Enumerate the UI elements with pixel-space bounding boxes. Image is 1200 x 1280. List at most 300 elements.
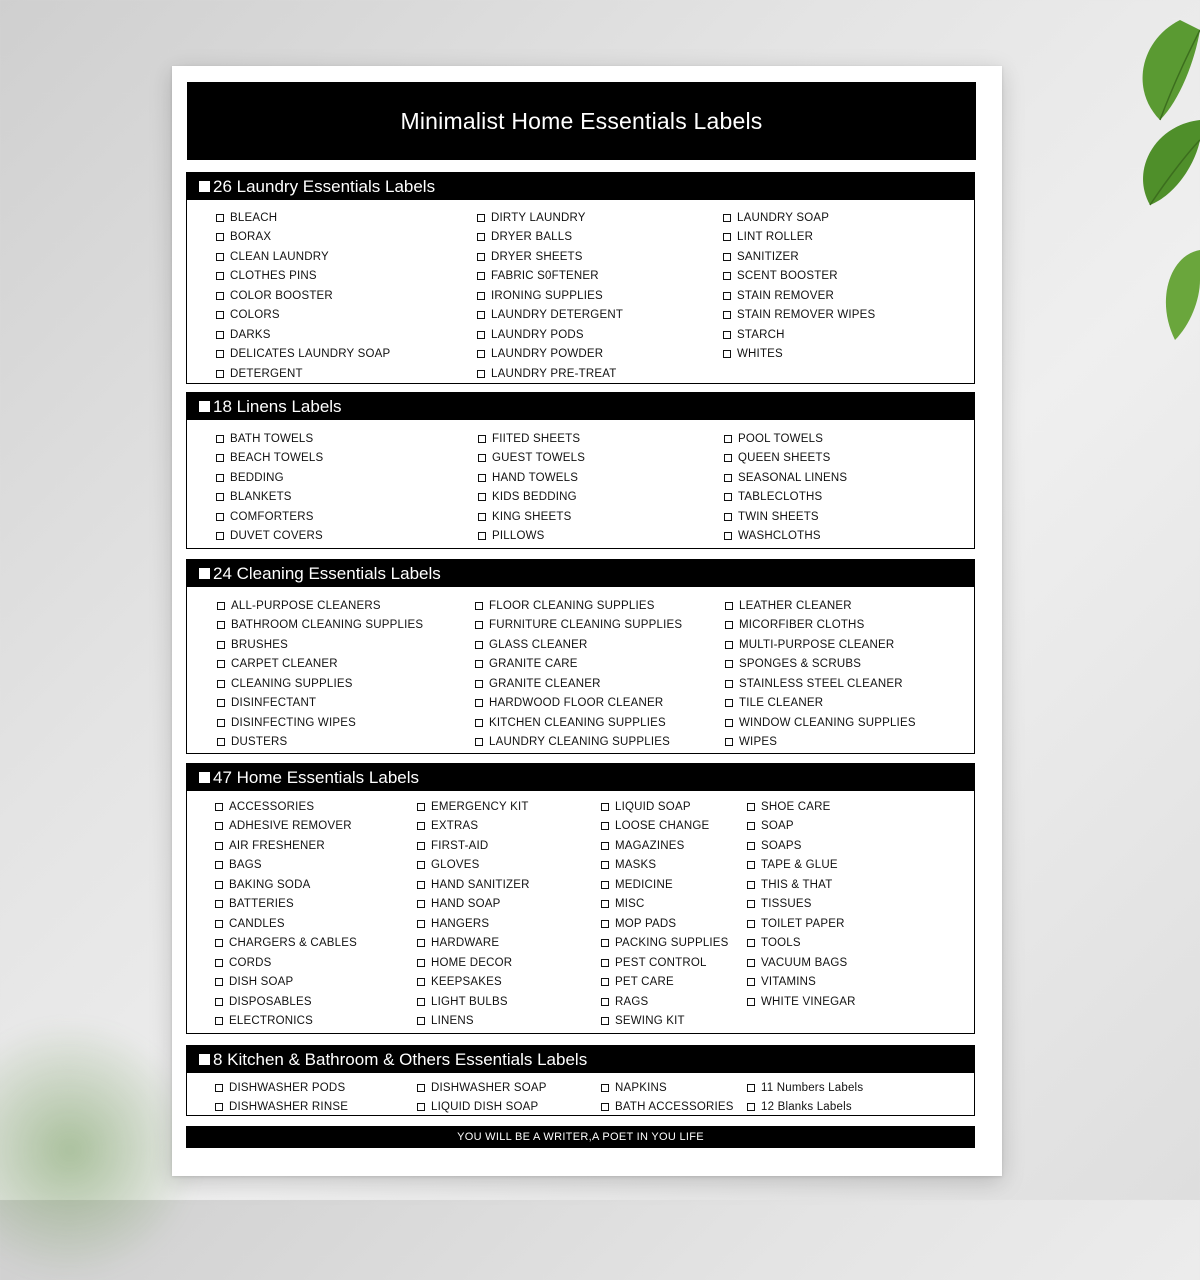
list-item: [215, 992, 357, 1012]
item-label: SOAPS: [761, 839, 802, 852]
checkbox-icon: [417, 803, 425, 811]
item-label: TISSUES: [761, 898, 812, 911]
checkbox-icon: [747, 998, 755, 1006]
item-label: DUVET COVERS: [230, 530, 323, 543]
checkbox-icon: [475, 602, 483, 610]
item-label: DISINFECTING WIPES: [231, 716, 356, 729]
item-label: GLOVES: [431, 859, 480, 872]
checkbox-icon: [477, 331, 485, 339]
section-title: 24 Cleaning Essentials Labels: [213, 563, 441, 583]
list-item: [477, 345, 623, 365]
section-title: 8 Kitchen & Bathroom & Others Essentials Labels: [213, 1049, 588, 1069]
list-item: [417, 934, 530, 954]
checkbox-icon: [723, 272, 731, 280]
item-label: MAGAZINES: [615, 839, 685, 852]
list-item: [601, 1012, 729, 1032]
item-label: BATHROOM CLEANING SUPPLIES: [231, 619, 424, 632]
list-item: [475, 713, 682, 733]
list-item: [747, 914, 856, 934]
item-label: WHITES: [737, 348, 783, 361]
list-item: [216, 364, 390, 384]
checkbox-icon: [417, 1017, 425, 1025]
checkbox-icon: [215, 959, 223, 967]
checkbox-icon: [601, 978, 609, 986]
checkbox-icon: [747, 978, 755, 986]
checkbox-icon: [215, 881, 223, 889]
item-label: ALL-PURPOSE CLEANERS: [231, 599, 381, 612]
list-item: [216, 306, 390, 326]
item-label: DISPOSABLES: [229, 995, 312, 1008]
item-label: KIDS BEDDING: [492, 491, 577, 504]
checkbox-icon: [725, 660, 733, 668]
list-item: [217, 655, 423, 675]
item-column: [217, 596, 423, 752]
item-label: HANGERS: [431, 917, 490, 930]
list-item: [478, 449, 585, 469]
checkbox-icon: [417, 842, 425, 850]
item-label: BRUSHES: [231, 638, 288, 651]
list-item: [601, 973, 729, 993]
list-item: [724, 488, 847, 508]
item-label: NAPKINS: [615, 1081, 667, 1094]
list-item: [747, 817, 856, 837]
checkbox-icon: [723, 311, 731, 319]
checkbox-icon: [217, 719, 225, 727]
list-item: [475, 655, 682, 675]
list-item: [725, 694, 916, 714]
item-label: SPONGES & SCRUBS: [739, 658, 862, 671]
list-item: [216, 429, 323, 449]
checkbox-icon: [215, 900, 223, 908]
checkbox-icon: [475, 738, 483, 746]
item-label: BLEACH: [230, 211, 278, 224]
list-item: [475, 674, 682, 694]
checkbox-icon: [478, 435, 486, 443]
item-label: STAIN REMOVER WIPES: [737, 309, 876, 322]
section-header: [187, 393, 974, 420]
checkbox-icon: [215, 998, 223, 1006]
section-cleaning: [186, 559, 975, 754]
list-item: [217, 596, 423, 616]
item-column: [724, 429, 847, 546]
checkbox-icon: [601, 1103, 609, 1111]
item-label: KEEPSAKES: [431, 976, 502, 989]
list-item: [725, 733, 916, 753]
list-item: [477, 228, 623, 248]
list-item: [725, 655, 916, 675]
item-label: DARKS: [230, 328, 271, 341]
item-label: LAUNDRY DETERGENT: [491, 309, 624, 322]
item-label: DRYER SHEETS: [491, 250, 583, 263]
list-item: [601, 797, 729, 817]
checkbox-icon: [747, 959, 755, 967]
item-label: STARCH: [737, 328, 785, 341]
item-label: FLOOR CLEANING SUPPLIES: [489, 599, 655, 612]
item-label: LINT ROLLER: [737, 231, 814, 244]
checkbox-icon: [724, 532, 732, 540]
item-label: MEDICINE: [615, 878, 673, 891]
list-item: [747, 895, 856, 915]
item-label: MULTI-PURPOSE CLEANER: [739, 638, 895, 651]
list-item: [475, 596, 682, 616]
section-home: [186, 763, 975, 1034]
list-item: [725, 674, 916, 694]
checkbox-icon: [747, 842, 755, 850]
square-bullet-icon: [199, 401, 210, 412]
list-item: [216, 247, 390, 267]
item-label: PILLOWS: [492, 530, 545, 543]
item-label: LAUNDRY POWDER: [491, 348, 604, 361]
item-label: VACUUM BAGS: [761, 956, 848, 969]
list-item: [217, 713, 423, 733]
checkbox-icon: [725, 641, 733, 649]
checkbox-icon: [601, 959, 609, 967]
list-item: [477, 286, 623, 306]
checkbox-icon: [723, 253, 731, 261]
list-item: [417, 797, 530, 817]
item-column: [216, 429, 323, 546]
list-item: [217, 733, 423, 753]
checkbox-icon: [601, 939, 609, 947]
list-item: [216, 208, 390, 228]
item-label: QUEEN SHEETS: [738, 452, 831, 465]
item-label: GRANITE CARE: [489, 658, 578, 671]
item-label: FIRST-AID: [431, 839, 489, 852]
item-label: HOME DECOR: [431, 956, 513, 969]
checkbox-icon: [215, 1084, 223, 1092]
checkbox-icon: [601, 861, 609, 869]
list-item: [477, 267, 623, 287]
item-label: BEDDING: [230, 471, 284, 484]
footer-slogan: YOU WILL BE A WRITER,A POET IN YOU LIFE: [186, 1126, 975, 1148]
list-item: [601, 914, 729, 934]
item-label: ACCESSORIES: [229, 800, 315, 813]
list-item: [477, 325, 623, 345]
item-label: PEST CONTROL: [615, 956, 707, 969]
item-label: BORAX: [230, 231, 272, 244]
item-label: TOOLS: [761, 937, 801, 950]
item-label: STAIN REMOVER: [737, 289, 834, 302]
list-item: [217, 616, 423, 636]
item-label: WINDOW CLEANING SUPPLIES: [739, 716, 916, 729]
list-item: [215, 836, 357, 856]
checkbox-icon: [216, 493, 224, 501]
list-item: [723, 325, 875, 345]
list-item: [478, 429, 585, 449]
checkbox-icon: [601, 881, 609, 889]
item-column: [747, 797, 856, 1012]
list-item: [417, 914, 530, 934]
checkbox-icon: [601, 1084, 609, 1092]
item-label: LAUNDRY CLEANING SUPPLIES: [489, 736, 670, 749]
item-label: CLOTHES PINS: [230, 270, 317, 283]
item-label: TILE CLEANER: [739, 697, 824, 710]
item-label: DUSTERS: [231, 736, 288, 749]
section-header: [187, 764, 974, 791]
item-label: DISHWASHER SOAP: [431, 1081, 547, 1094]
checkbox-icon: [216, 435, 224, 443]
section-linens: [186, 392, 975, 549]
checkbox-icon: [216, 233, 224, 241]
item-label: LAUNDRY PRE-TREAT: [491, 367, 617, 380]
item-label: TAPE & GLUE: [761, 859, 838, 872]
item-label: WIPES: [739, 736, 778, 749]
checkbox-icon: [725, 621, 733, 629]
section-kitchen-bathroom: [186, 1045, 975, 1116]
checkbox-icon: [478, 513, 486, 521]
item-column: [477, 208, 623, 384]
item-label: EXTRAS: [431, 820, 479, 833]
checkbox-icon: [217, 660, 225, 668]
checkbox-icon: [215, 861, 223, 869]
item-label: LIQUID SOAP: [615, 800, 691, 813]
background-shadow: [0, 1020, 200, 1280]
checkbox-icon: [475, 680, 483, 688]
list-item: [601, 856, 729, 876]
list-item: [747, 953, 856, 973]
list-item: [723, 267, 875, 287]
list-item: [478, 527, 585, 547]
list-item: [417, 856, 530, 876]
list-item: [215, 914, 357, 934]
checkbox-icon: [475, 699, 483, 707]
section-title: 47 Home Essentials Labels: [213, 767, 420, 787]
list-item: [216, 325, 390, 345]
checkbox-icon: [475, 660, 483, 668]
section-laundry: [186, 172, 975, 384]
checkbox-icon: [723, 214, 731, 222]
label-sheet: [172, 66, 1002, 1176]
item-label: LIQUID DISH SOAP: [431, 1101, 539, 1114]
list-item: [477, 247, 623, 267]
list-item: [477, 306, 623, 326]
item-label: AIR FRESHENER: [229, 839, 325, 852]
list-item: [601, 934, 729, 954]
checkbox-icon: [475, 641, 483, 649]
checkbox-icon: [215, 920, 223, 928]
checkbox-icon: [724, 493, 732, 501]
item-label: COLORS: [230, 309, 280, 322]
square-bullet-icon: [199, 1054, 210, 1065]
checkbox-icon: [747, 803, 755, 811]
checkbox-icon: [477, 350, 485, 358]
item-label: CARPET CLEANER: [231, 658, 338, 671]
checkbox-icon: [475, 719, 483, 727]
section-title: 26 Laundry Essentials Labels: [213, 176, 436, 196]
list-item: [417, 836, 530, 856]
checkbox-icon: [215, 978, 223, 986]
item-column: [475, 596, 682, 752]
list-item: [417, 875, 530, 895]
list-item: [475, 733, 682, 753]
item-column: [216, 208, 390, 384]
checkbox-icon: [417, 881, 425, 889]
list-item: [475, 616, 682, 636]
item-label: STAINLESS STEEL CLEANER: [739, 677, 903, 690]
list-item: [723, 286, 875, 306]
list-item: [723, 345, 875, 365]
item-label: CLEANING SUPPLIES: [231, 677, 353, 690]
checkbox-icon: [601, 998, 609, 1006]
list-item: [601, 817, 729, 837]
item-label: CLEAN LAUNDRY: [230, 250, 329, 263]
item-label: TABLECLOTHS: [738, 491, 823, 504]
item-label: HAND TOWELS: [492, 471, 579, 484]
section-header: [187, 173, 974, 200]
list-item: [216, 468, 323, 488]
list-item: [724, 507, 847, 527]
item-label: LOOSE CHANGE: [615, 820, 710, 833]
list-item: [747, 973, 856, 993]
checkbox-icon: [417, 1103, 425, 1111]
checkbox-icon: [217, 602, 225, 610]
checkbox-icon: [478, 454, 486, 462]
list-item: [215, 797, 357, 817]
list-item: [478, 507, 585, 527]
checkbox-icon: [477, 370, 485, 378]
checkbox-icon: [217, 699, 225, 707]
item-label: HAND SOAP: [431, 898, 501, 911]
checkbox-icon: [216, 474, 224, 482]
checkbox-icon: [217, 738, 225, 746]
item-column: [725, 596, 916, 752]
list-item: [723, 247, 875, 267]
list-item: [417, 817, 530, 837]
item-label: DETERGENT: [230, 367, 303, 380]
item-label: LIGHT BULBS: [431, 995, 508, 1008]
checkbox-icon: [216, 331, 224, 339]
item-label: CORDS: [229, 956, 272, 969]
item-label: RAGS: [615, 995, 649, 1008]
item-label: HAND SANITIZER: [431, 878, 530, 891]
item-label: LINENS: [431, 1015, 474, 1028]
list-item: [723, 208, 875, 228]
item-label: BATTERIES: [229, 898, 294, 911]
list-item: [747, 875, 856, 895]
list-item: [215, 1078, 348, 1098]
checkbox-icon: [417, 978, 425, 986]
item-label: MASKS: [615, 859, 657, 872]
checkbox-icon: [724, 435, 732, 443]
checkbox-icon: [477, 253, 485, 261]
checkbox-icon: [747, 822, 755, 830]
checkbox-icon: [747, 881, 755, 889]
list-item: [725, 596, 916, 616]
checkbox-icon: [601, 920, 609, 928]
checkbox-icon: [217, 680, 225, 688]
list-item: [417, 1078, 547, 1098]
item-label: MOP PADS: [615, 917, 677, 930]
item-label: PACKING SUPPLIES: [615, 937, 729, 950]
checkbox-icon: [747, 1103, 755, 1111]
list-item: [215, 895, 357, 915]
item-label: BEACH TOWELS: [230, 452, 324, 465]
item-label: DISHWASHER PODS: [229, 1081, 346, 1094]
item-label: ADHESIVE REMOVER: [229, 820, 352, 833]
section-title: 18 Linens Labels: [213, 396, 342, 416]
item-column: [601, 1078, 734, 1117]
item-label: CHARGERS & CABLES: [229, 937, 358, 950]
checkbox-icon: [601, 1017, 609, 1025]
item-label: CANDLES: [229, 917, 285, 930]
square-bullet-icon: [199, 568, 210, 579]
checkbox-icon: [417, 900, 425, 908]
list-item: [747, 836, 856, 856]
section-header: [187, 1046, 974, 1073]
list-item: [417, 973, 530, 993]
item-label: FIITED SHEETS: [492, 432, 581, 445]
list-item: [216, 527, 323, 547]
item-label: DELICATES LAUNDRY SOAP: [230, 348, 391, 361]
item-label: DISH SOAP: [229, 976, 294, 989]
item-label: 11 Numbers Labels: [761, 1081, 864, 1094]
checkbox-icon: [216, 292, 224, 300]
checkbox-icon: [724, 454, 732, 462]
checkbox-icon: [417, 1084, 425, 1092]
checkbox-icon: [725, 602, 733, 610]
checkbox-icon: [216, 214, 224, 222]
item-label: EMERGENCY KIT: [431, 800, 529, 813]
list-item: [723, 306, 875, 326]
checkbox-icon: [216, 513, 224, 521]
checkbox-icon: [215, 803, 223, 811]
item-column: [417, 797, 530, 1031]
list-item: [601, 953, 729, 973]
item-column: [601, 797, 729, 1031]
list-item: [417, 1098, 547, 1118]
list-item: [725, 713, 916, 733]
item-label: BAGS: [229, 859, 262, 872]
list-item: [417, 895, 530, 915]
list-item: [478, 488, 585, 508]
item-label: SHOE CARE: [761, 800, 831, 813]
checkbox-icon: [216, 272, 224, 280]
list-item: [601, 1078, 734, 1098]
checkbox-icon: [747, 1084, 755, 1092]
checkbox-icon: [216, 370, 224, 378]
checkbox-icon: [747, 900, 755, 908]
list-item: [475, 635, 682, 655]
item-label: TOILET PAPER: [761, 917, 845, 930]
item-label: SANITIZER: [737, 250, 799, 263]
checkbox-icon: [747, 939, 755, 947]
list-item: [477, 364, 623, 384]
checkbox-icon: [475, 621, 483, 629]
checkbox-icon: [477, 214, 485, 222]
item-label: SOAP: [761, 820, 794, 833]
square-bullet-icon: [199, 181, 210, 192]
item-label: FABRIC S0FTENER: [491, 270, 599, 283]
item-label: MICORFIBER CLOTHS: [739, 619, 865, 632]
checkbox-icon: [478, 493, 486, 501]
checkbox-icon: [215, 842, 223, 850]
item-column: [215, 797, 357, 1031]
list-item: [601, 836, 729, 856]
list-item: [747, 934, 856, 954]
item-label: TWIN SHEETS: [738, 510, 819, 523]
item-label: COMFORTERS: [230, 510, 314, 523]
square-bullet-icon: [199, 772, 210, 783]
checkbox-icon: [723, 331, 731, 339]
item-label: COLOR BOOSTER: [230, 289, 333, 302]
list-item: [417, 992, 530, 1012]
list-item: [417, 953, 530, 973]
item-label: SEASONAL LINENS: [738, 471, 848, 484]
list-item: [601, 895, 729, 915]
list-item: [216, 286, 390, 306]
item-label: DISINFECTANT: [231, 697, 317, 710]
item-label: LAUNDRY SOAP: [737, 211, 830, 224]
